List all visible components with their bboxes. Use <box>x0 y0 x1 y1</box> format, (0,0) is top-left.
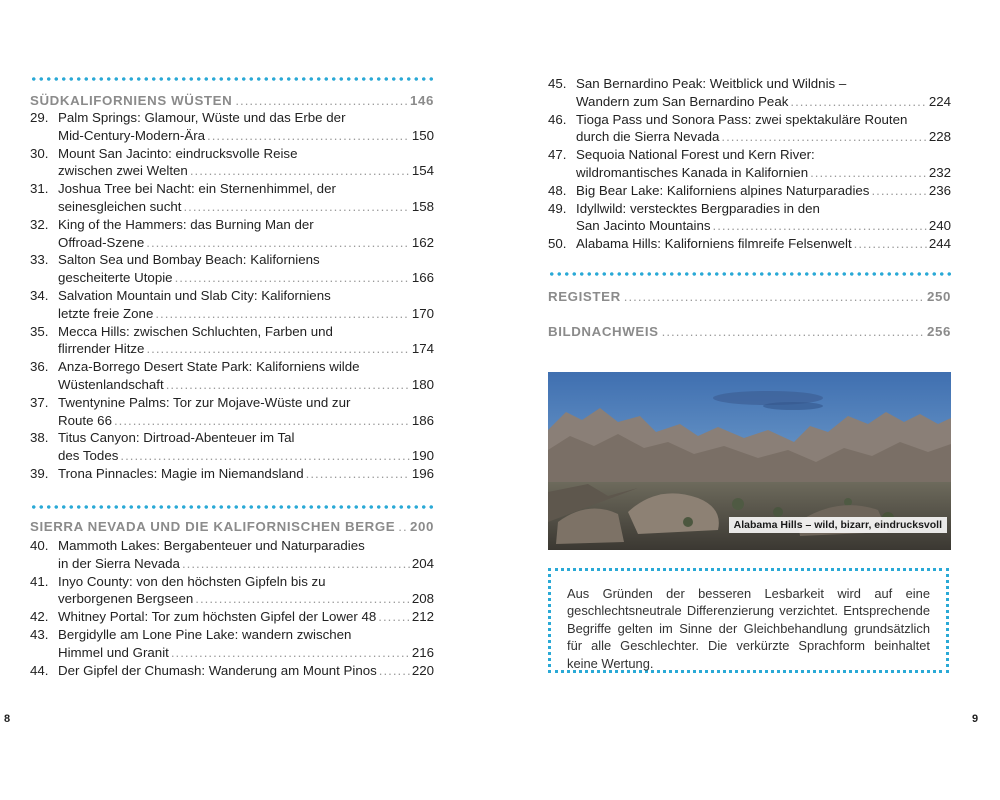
notice-text: Aus Gründen der besseren Lesbarkeit wird auf eine geschlechtsneutrale Differenzierung verzichtet. Entsprechende Begriffe gelten im Sinne der Gleichbehandlung grundsätzlich für alle Geschlechter. Die verkürzte Sprachform beinhaltet keine Wertung. <box>567 586 930 671</box>
dot-leader <box>182 555 410 573</box>
toc-entry-title-text: Mid-Century-Modern-Ära <box>58 127 206 143</box>
toc-entry-number: 44. <box>30 662 49 678</box>
toc-entry-page-number: 186 <box>411 412 434 428</box>
toc-entry-title-text: San Bernardino Peak: Weitblick und Wildnis – <box>576 76 847 91</box>
toc-entry-page-number: 170 <box>411 305 434 321</box>
dotted-divider <box>30 77 434 81</box>
dot-leader <box>624 289 924 304</box>
toc-entry[interactable] <box>30 394 434 430</box>
toc-entry-title-text: San Jacinto Mountains <box>576 218 711 234</box>
toc-entry-title <box>548 182 951 200</box>
toc-entry-number: 46. <box>548 111 567 127</box>
toc-entry-title-continued <box>30 590 434 608</box>
toc-entry-number: 33. <box>30 252 49 268</box>
toc-entry-title-text: Wandern zum San Bernardino Peak <box>576 93 789 109</box>
toc-entry-number: 37. <box>30 394 49 410</box>
dot-leader <box>195 590 410 608</box>
toc-entry-number: 43. <box>30 627 49 642</box>
toc-entry-title <box>30 109 434 127</box>
toc-entry-number: 39. <box>30 466 49 481</box>
toc-entry-title <box>548 146 951 164</box>
toc-entry[interactable] <box>30 145 434 181</box>
toc-entry-number: 40. <box>30 538 49 553</box>
toc-entry-title-text: durch die Sierra Nevada <box>576 129 720 145</box>
dot-leader <box>120 447 409 465</box>
toc-entry-title-text: Wüstenlandschaft <box>58 376 164 392</box>
toc-entry-page-number: 190 <box>411 448 434 464</box>
dot-leader <box>721 128 926 146</box>
toc-entry-title-continued <box>30 412 434 430</box>
dot-leader <box>207 127 410 145</box>
toc-entry-title-text: Salton Sea und Bombay Beach: Kaliforniens <box>58 252 320 268</box>
section-page-number: 200 <box>410 519 434 534</box>
dot-leader <box>713 217 927 235</box>
toc-entry-title <box>30 251 434 269</box>
dot-leader <box>854 235 927 253</box>
bildnachweis-heading[interactable] <box>548 324 951 339</box>
toc-entry-title-continued <box>548 93 951 111</box>
toc-entry-title-text: Route 66 <box>58 412 112 428</box>
toc-entry-page-number: 166 <box>411 270 434 286</box>
toc-entry[interactable] <box>30 429 434 465</box>
register-heading[interactable] <box>548 289 951 304</box>
toc-entry[interactable] <box>30 662 434 680</box>
toc-entry-number: 34. <box>30 288 49 303</box>
toc-entry-title-text: seinesgleichen sucht <box>58 198 182 214</box>
toc-entry-page-number: 212 <box>411 609 434 625</box>
toc-entry-page-number: 244 <box>928 236 951 252</box>
toc-entry-page-number: 204 <box>411 555 434 571</box>
toc-entry[interactable] <box>30 216 434 252</box>
toc-entry[interactable] <box>548 111 951 147</box>
toc-entry-number: 47. <box>548 147 567 163</box>
toc-entry-title-text: flirrender Hitze <box>58 341 145 357</box>
dot-leader <box>871 182 926 200</box>
dotted-divider <box>30 505 434 509</box>
toc-entry-title <box>30 180 434 198</box>
toc-entry-title-continued <box>30 198 434 216</box>
toc-entry[interactable] <box>548 146 951 182</box>
toc-entry-title-continued <box>548 164 951 182</box>
section-title: SÜDKALIFORNIENS WÜSTEN <box>30 93 233 108</box>
toc-entry-title-text: Himmel und Granit <box>58 644 169 660</box>
dot-leader <box>306 465 410 483</box>
toc-entry-title-text: Inyo County: von den höchsten Gipfeln bis zu <box>58 573 326 589</box>
toc-entry-title-continued <box>548 217 951 235</box>
toc-entry-title-continued <box>30 555 434 573</box>
toc-entry-title-text: Trona Pinnacles: Magie im Niemandsland <box>58 466 304 481</box>
toc-entry-title <box>30 573 434 591</box>
toc-entry[interactable] <box>30 465 434 483</box>
toc-entry-title <box>548 111 951 129</box>
toc-entry-title <box>30 394 434 412</box>
toc-entry-page-number: 220 <box>411 662 434 678</box>
toc-entry-title-text: King of the Hammers: das Burning Man der <box>58 216 314 232</box>
toc-entry-title-text: Offroad-Szene <box>58 234 145 250</box>
toc-entry-title-text: Der Gipfel der Chumash: Wanderung am Mount Pinos <box>58 662 377 678</box>
toc-entry-number: 50. <box>548 236 567 252</box>
toc-entry[interactable] <box>30 573 434 609</box>
dot-leader <box>175 269 410 287</box>
toc-entry[interactable] <box>548 200 951 236</box>
toc-entry[interactable] <box>30 287 434 323</box>
dot-leader <box>379 662 410 680</box>
toc-entry-title-text: wildromantisches Kanada in Kalifornien <box>576 164 809 180</box>
section-page-number: 250 <box>927 289 951 304</box>
dot-leader <box>146 340 409 358</box>
dot-leader <box>171 644 410 662</box>
toc-entry-title <box>30 662 434 680</box>
toc-entry-title <box>30 465 434 483</box>
dot-leader <box>398 519 407 534</box>
toc-entry-page-number: 224 <box>928 93 951 109</box>
toc-entry-title <box>30 626 434 644</box>
toc-entry-title <box>30 145 434 163</box>
toc-entry-title-continued <box>30 376 434 394</box>
toc-entry-number: 41. <box>30 573 49 589</box>
dot-leader <box>114 412 410 430</box>
dot-leader <box>183 198 409 216</box>
dotted-divider <box>548 272 951 276</box>
toc-entry-title-continued <box>30 269 434 287</box>
toc-entry-title <box>30 429 434 447</box>
toc-entry-title-continued <box>30 162 434 180</box>
toc-entry-title-continued <box>30 644 434 662</box>
toc-entry-title-text: Idyllwild: verstecktes Bergparadies in den <box>576 200 820 216</box>
page-number-left: 8 <box>4 713 11 725</box>
section-page-number: 256 <box>927 324 951 339</box>
toc-entry-title-text: in der Sierra Nevada <box>58 555 180 571</box>
toc-entry-number: 49. <box>548 200 567 216</box>
toc-entry-page-number: 154 <box>411 163 434 179</box>
toc-entry-page-number: 158 <box>411 198 434 214</box>
toc-entry-title <box>30 537 434 555</box>
toc-entry-title <box>30 323 434 341</box>
toc-entry[interactable] <box>30 608 434 626</box>
toc-entry-title-text: Tioga Pass und Sonora Pass: zwei spektakuläre Routen <box>576 111 908 127</box>
toc-entry[interactable] <box>548 182 951 200</box>
toc-entry-title-text: Whitney Portal: Tor zum höchsten Gipfel der Lower 48 <box>58 609 377 625</box>
toc-entry-title-continued <box>30 234 434 252</box>
toc-entry-number: 38. <box>30 430 49 446</box>
toc-entry-page-number: 174 <box>411 341 434 357</box>
photo-caption: Alabama Hills – wild, bizarr, eindrucksvoll <box>729 517 947 533</box>
toc-entry-title-continued <box>30 340 434 358</box>
toc-entry-title <box>548 235 951 253</box>
toc-entry-title-text: Anza-Borrego Desert State Park: Kaliforniens wilde <box>58 359 360 375</box>
toc-entry[interactable] <box>30 537 434 573</box>
section-title: SIERRA NEVADA UND DIE KALIFORNISCHEN BERGE <box>30 519 396 534</box>
toc-entry[interactable] <box>30 323 434 359</box>
toc-entry-title-continued <box>548 128 951 146</box>
toc-entry-title-text: Titus Canyon: Dirtroad-Abenteuer im Tal <box>58 430 295 446</box>
toc-entry-number: 42. <box>30 609 49 625</box>
toc-entry-title-continued <box>30 127 434 145</box>
toc-entry-title-continued <box>30 447 434 465</box>
toc-entry-number: 35. <box>30 323 49 339</box>
toc-entry-number: 29. <box>30 110 49 125</box>
toc-entry[interactable] <box>548 235 951 253</box>
toc-entry-title <box>30 358 434 376</box>
dot-leader <box>166 376 410 394</box>
dot-leader <box>146 234 410 252</box>
toc-entry-page-number: 232 <box>928 164 951 180</box>
section-page-number: 146 <box>410 93 434 108</box>
toc-entry-title-text: Sequoia National Forest und Kern River: <box>576 147 815 163</box>
toc-entry-title-text: letzte freie Zone <box>58 305 154 321</box>
toc-entry-title-text: verborgenen Bergseen <box>58 591 194 607</box>
toc-entry-number: 36. <box>30 359 49 375</box>
toc-entry-page-number: 180 <box>411 376 434 392</box>
toc-entry-title-text: Alabama Hills: Kaliforniens filmreife Felsenwelt <box>576 236 852 252</box>
gender-notice-box <box>548 568 949 673</box>
toc-entry-page-number: 162 <box>411 234 434 250</box>
toc-entry-title-text: gescheiterte Utopie <box>58 270 173 286</box>
toc-entry-page-number: 228 <box>928 129 951 145</box>
toc-entry-title-text: Mount San Jacinto: eindrucksvolle Reise <box>58 145 298 161</box>
toc-entry-title-text: Palm Springs: Glamour, Wüste und das Erbe der <box>58 110 346 125</box>
toc-entry[interactable] <box>548 75 951 111</box>
toc-entry-title-text: Twentynine Palms: Tor zur Mojave-Wüste und zur <box>58 394 351 410</box>
section-title: REGISTER <box>548 289 621 304</box>
page-number-right: 9 <box>972 713 979 725</box>
toc-entry-page-number: 216 <box>411 644 434 660</box>
toc-entry-page-number: 240 <box>928 218 951 234</box>
toc-entry-page-number: 236 <box>928 182 951 198</box>
toc-entry-title-text: Mammoth Lakes: Bergabenteuer und Naturparadies <box>58 538 365 553</box>
toc-entry-title-text: Bergidylle am Lone Pine Lake: wandern zwischen <box>58 627 352 642</box>
toc-entry-number: 30. <box>30 145 49 161</box>
section-heading-sierra-nevada[interactable] <box>30 519 434 534</box>
section-title: BILDNACHWEIS <box>548 324 659 339</box>
toc-entry-title <box>30 608 434 626</box>
toc-entry-number: 31. <box>30 181 49 197</box>
toc-entry-number: 48. <box>548 182 567 198</box>
dot-leader <box>155 305 409 323</box>
dot-leader <box>378 608 410 626</box>
toc-entry-title-text: Mecca Hills: zwischen Schluchten, Farben und <box>58 323 333 339</box>
dot-leader <box>790 93 926 111</box>
toc-entry-page-number: 150 <box>411 127 434 143</box>
toc-entry-title-text: des Todes <box>58 448 119 464</box>
toc-entry[interactable] <box>30 180 434 216</box>
toc-entry-number: 32. <box>30 216 49 232</box>
toc-entry-title-text: Joshua Tree bei Nacht: ein Sternenhimmel, der <box>58 181 336 197</box>
section-heading-suedkalifornien[interactable] <box>30 93 434 108</box>
toc-entry-title-text: Big Bear Lake: Kaliforniens alpines Naturparadies <box>576 182 870 198</box>
dot-leader <box>662 324 924 339</box>
dot-leader <box>810 164 927 182</box>
toc-entry-title-continued <box>30 305 434 323</box>
toc-entry-page-number: 196 <box>411 466 434 481</box>
toc-entry[interactable] <box>30 109 434 145</box>
toc-entry-title <box>548 75 951 93</box>
toc-entry-title <box>548 200 951 218</box>
toc-entry-number: 45. <box>548 76 567 91</box>
toc-entry-title <box>30 287 434 305</box>
toc-entry[interactable] <box>30 251 434 287</box>
toc-entry-title-text: zwischen zwei Welten <box>58 163 188 179</box>
dot-leader <box>235 93 407 108</box>
toc-entry[interactable] <box>30 626 434 662</box>
dot-leader <box>190 162 410 180</box>
toc-entry[interactable] <box>30 358 434 394</box>
toc-entry-title-text: Salvation Mountain und Slab City: Kaliforniens <box>58 288 331 303</box>
toc-entry-page-number: 208 <box>411 591 434 607</box>
toc-entry-title <box>30 216 434 234</box>
